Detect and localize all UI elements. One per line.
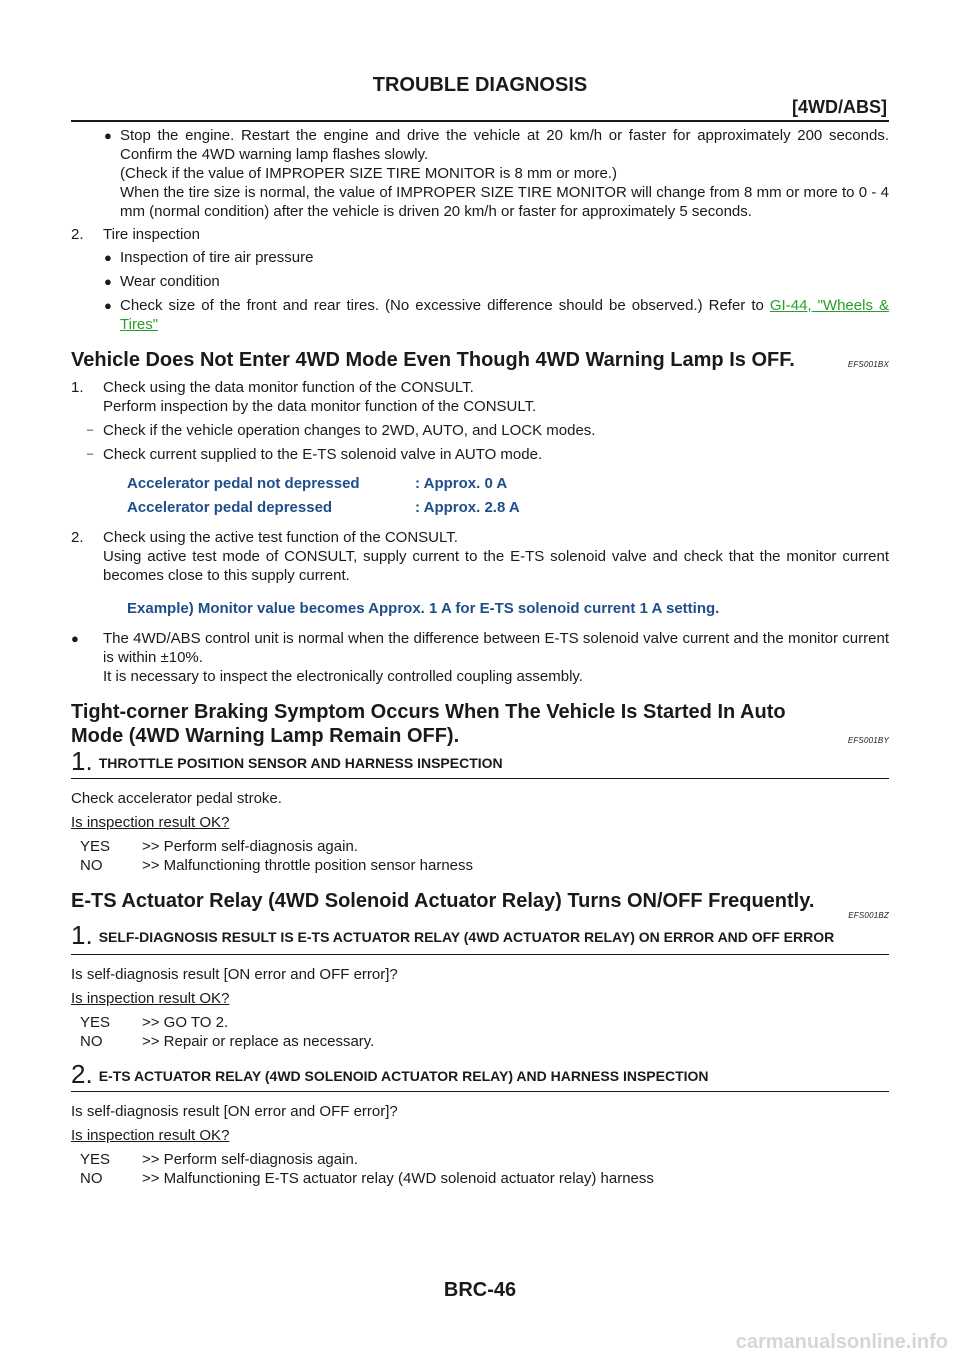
answer-row	[71, 856, 889, 875]
section-code: EFS001BX	[847, 360, 889, 369]
answer-key: YES	[80, 1151, 111, 1168]
intro-bullet-line-2: (Check if the value of IMPROPER SIZE TIRE MONITOR is 8 mm or more.)	[120, 165, 618, 182]
section-heading	[71, 700, 889, 748]
spec-table	[71, 472, 889, 520]
step-check: Check accelerator pedal stroke.	[71, 790, 282, 807]
watermark: carmanualsonline.info	[735, 1331, 948, 1353]
numbered-item-1	[71, 378, 889, 416]
answer-row	[71, 1013, 889, 1032]
diagnostic-step	[71, 746, 889, 779]
numbered-item-2	[71, 528, 889, 585]
spec-name: Accelerator pedal depressed	[127, 499, 333, 516]
answer-key: NO	[80, 1170, 103, 1187]
dash-icon: –	[87, 448, 94, 460]
bullet-line: It is necessary to inspect the electronically controlled coupling assembly.	[103, 668, 583, 685]
control-unit-bullet	[71, 629, 889, 686]
tire-size-text: Check size of the front and rear tires. (No excessive difference should be observed.) Refer to	[120, 297, 770, 314]
intro-bullet-line-3: When the tire size is normal, the value of IMPROPER SIZE TIRE MONITOR will change from 8 mm or more to 0 - 4 mm (normal condition) after the vehicle is driven 20 km/h or faster for approximately 5 seconds.	[120, 184, 889, 220]
bullet-icon: ●	[104, 274, 112, 289]
intro-bullet-line-1: Stop the engine. Restart the engine and drive the vehicle at 20 km/h or faster for approximately 200 seconds. Confirm the 4WD warning lamp flashes slowly.	[120, 127, 889, 163]
dash-item-1	[71, 421, 889, 440]
answer-text: >> GO TO 2.	[142, 1014, 229, 1031]
step-check: Is self-diagnosis result [ON error and OFF error]?	[71, 966, 398, 983]
tire-inspection-title: Tire inspection	[103, 226, 200, 243]
example-note: Example) Monitor value becomes Approx. 1 A for E-TS solenoid current 1 A setting.	[127, 600, 720, 617]
answer-row	[71, 1032, 889, 1051]
step-check: Is self-diagnosis result [ON error and OFF error]?	[71, 1103, 398, 1120]
item-line: Using active test mode of CONSULT, supply current to the E-TS solenoid valve and check that the monitor current becomes close to this supply current.	[103, 548, 889, 584]
spec-row	[71, 472, 889, 496]
step-number: 1.	[71, 746, 93, 776]
tire-bullet-3	[71, 296, 889, 334]
answer-list	[71, 1150, 889, 1188]
section-tag: [4WD/ABS]	[792, 97, 887, 117]
section-title: E-TS Actuator Relay (4WD Solenoid Actuator Relay) Turns ON/OFF Frequently.	[71, 890, 815, 912]
answer-list	[71, 837, 889, 875]
tire-bullet-2	[71, 272, 889, 291]
answer-key: YES	[80, 838, 111, 855]
answer-row	[71, 837, 889, 856]
bullet-icon: ●	[71, 631, 79, 646]
answer-row	[71, 1169, 889, 1188]
answer-text: >> Repair or replace as necessary.	[142, 1033, 375, 1050]
page-number: BRC-46	[443, 1279, 517, 1301]
spec-name: Accelerator pedal not depressed	[127, 475, 360, 492]
dash-icon: –	[87, 424, 94, 436]
step-title: THROTTLE POSITION SENSOR AND HARNESS INSPECTION	[98, 755, 503, 771]
spec-value: : Approx. 0 A	[415, 475, 508, 492]
item-number: 1.	[71, 379, 84, 396]
tire-bullet-text: Inspection of tire air pressure	[120, 249, 314, 266]
step-title: SELF-DIAGNOSIS RESULT IS E-TS ACTUATOR RELAY (4WD ACTUATOR RELAY) ON ERROR AND OFF ERROR	[98, 929, 835, 945]
step-number: 2.	[71, 1059, 93, 1089]
bullet-icon: ●	[104, 250, 112, 265]
answer-text: >> Perform self-diagnosis again.	[142, 1151, 358, 1168]
spec-value: : Approx. 2.8 A	[415, 499, 520, 516]
intro-bullet	[71, 126, 889, 221]
section-heading	[71, 889, 889, 920]
dash-item-text: Check current supplied to the E-TS solenoid valve in AUTO mode.	[103, 446, 543, 463]
dash-item-2	[71, 445, 889, 464]
answer-key: NO	[80, 1033, 103, 1050]
diagnostic-step	[71, 1059, 889, 1092]
answer-text: >> Malfunctioning throttle position sensor harness	[142, 857, 474, 874]
section-code: EFS001BZ	[848, 911, 889, 920]
section-code: EFS001BY	[847, 736, 889, 745]
tire-bullet-text: Wear condition	[120, 273, 220, 290]
tire-bullet-1	[71, 248, 889, 267]
section-title: Tight-corner Braking Symptom Occurs When The Vehicle Is Started In Auto Mode (4WD Warning Lamp Remain OFF).	[71, 701, 786, 747]
answer-row	[71, 1150, 889, 1169]
item-line: Perform inspection by the data monitor function of the CONSULT.	[103, 398, 537, 415]
step-question: Is inspection result OK?	[71, 990, 230, 1007]
tire-inspection-item	[71, 225, 889, 244]
answer-key: NO	[80, 857, 103, 874]
section-title: Vehicle Does Not Enter 4WD Mode Even Though 4WD Warning Lamp Is OFF.	[71, 349, 795, 371]
answer-key: YES	[80, 1014, 111, 1031]
step-question: Is inspection result OK?	[71, 1127, 230, 1144]
dash-item-text: Check if the vehicle operation changes to 2WD, AUTO, and LOCK modes.	[103, 422, 596, 439]
answer-list	[71, 1013, 889, 1051]
step-question: Is inspection result OK?	[71, 814, 230, 831]
header-rule	[71, 120, 889, 122]
tire-bullet-text	[120, 296, 889, 334]
diagnostic-step	[71, 920, 889, 955]
section-heading	[71, 348, 889, 372]
step-number: 1.	[71, 920, 93, 950]
item-line: Check using the data monitor function of the CONSULT.	[103, 379, 474, 396]
bullet-icon: ●	[104, 128, 112, 143]
bullet-line: The 4WD/ABS control unit is normal when the difference between E-TS solenoid valve current and the monitor current is within ±10%.	[103, 630, 889, 666]
answer-text: >> Perform self-diagnosis again.	[142, 838, 358, 855]
spec-row	[71, 496, 889, 520]
wheels-tires-link[interactable]: GI-44, "Wheels & Tires"	[120, 297, 889, 333]
page-title: TROUBLE DIAGNOSIS	[372, 74, 588, 96]
answer-text: >> Malfunctioning E-TS actuator relay (4WD solenoid actuator relay) harness	[142, 1170, 654, 1187]
item-line: Check using the active test function of the CONSULT.	[103, 529, 458, 546]
bullet-icon: ●	[104, 298, 112, 313]
item-number: 2.	[71, 226, 84, 243]
step-title: E-TS ACTUATOR RELAY (4WD SOLENOID ACTUATOR RELAY) AND HARNESS INSPECTION	[98, 1068, 709, 1084]
item-number: 2.	[71, 529, 84, 546]
page-content	[71, 126, 889, 1188]
